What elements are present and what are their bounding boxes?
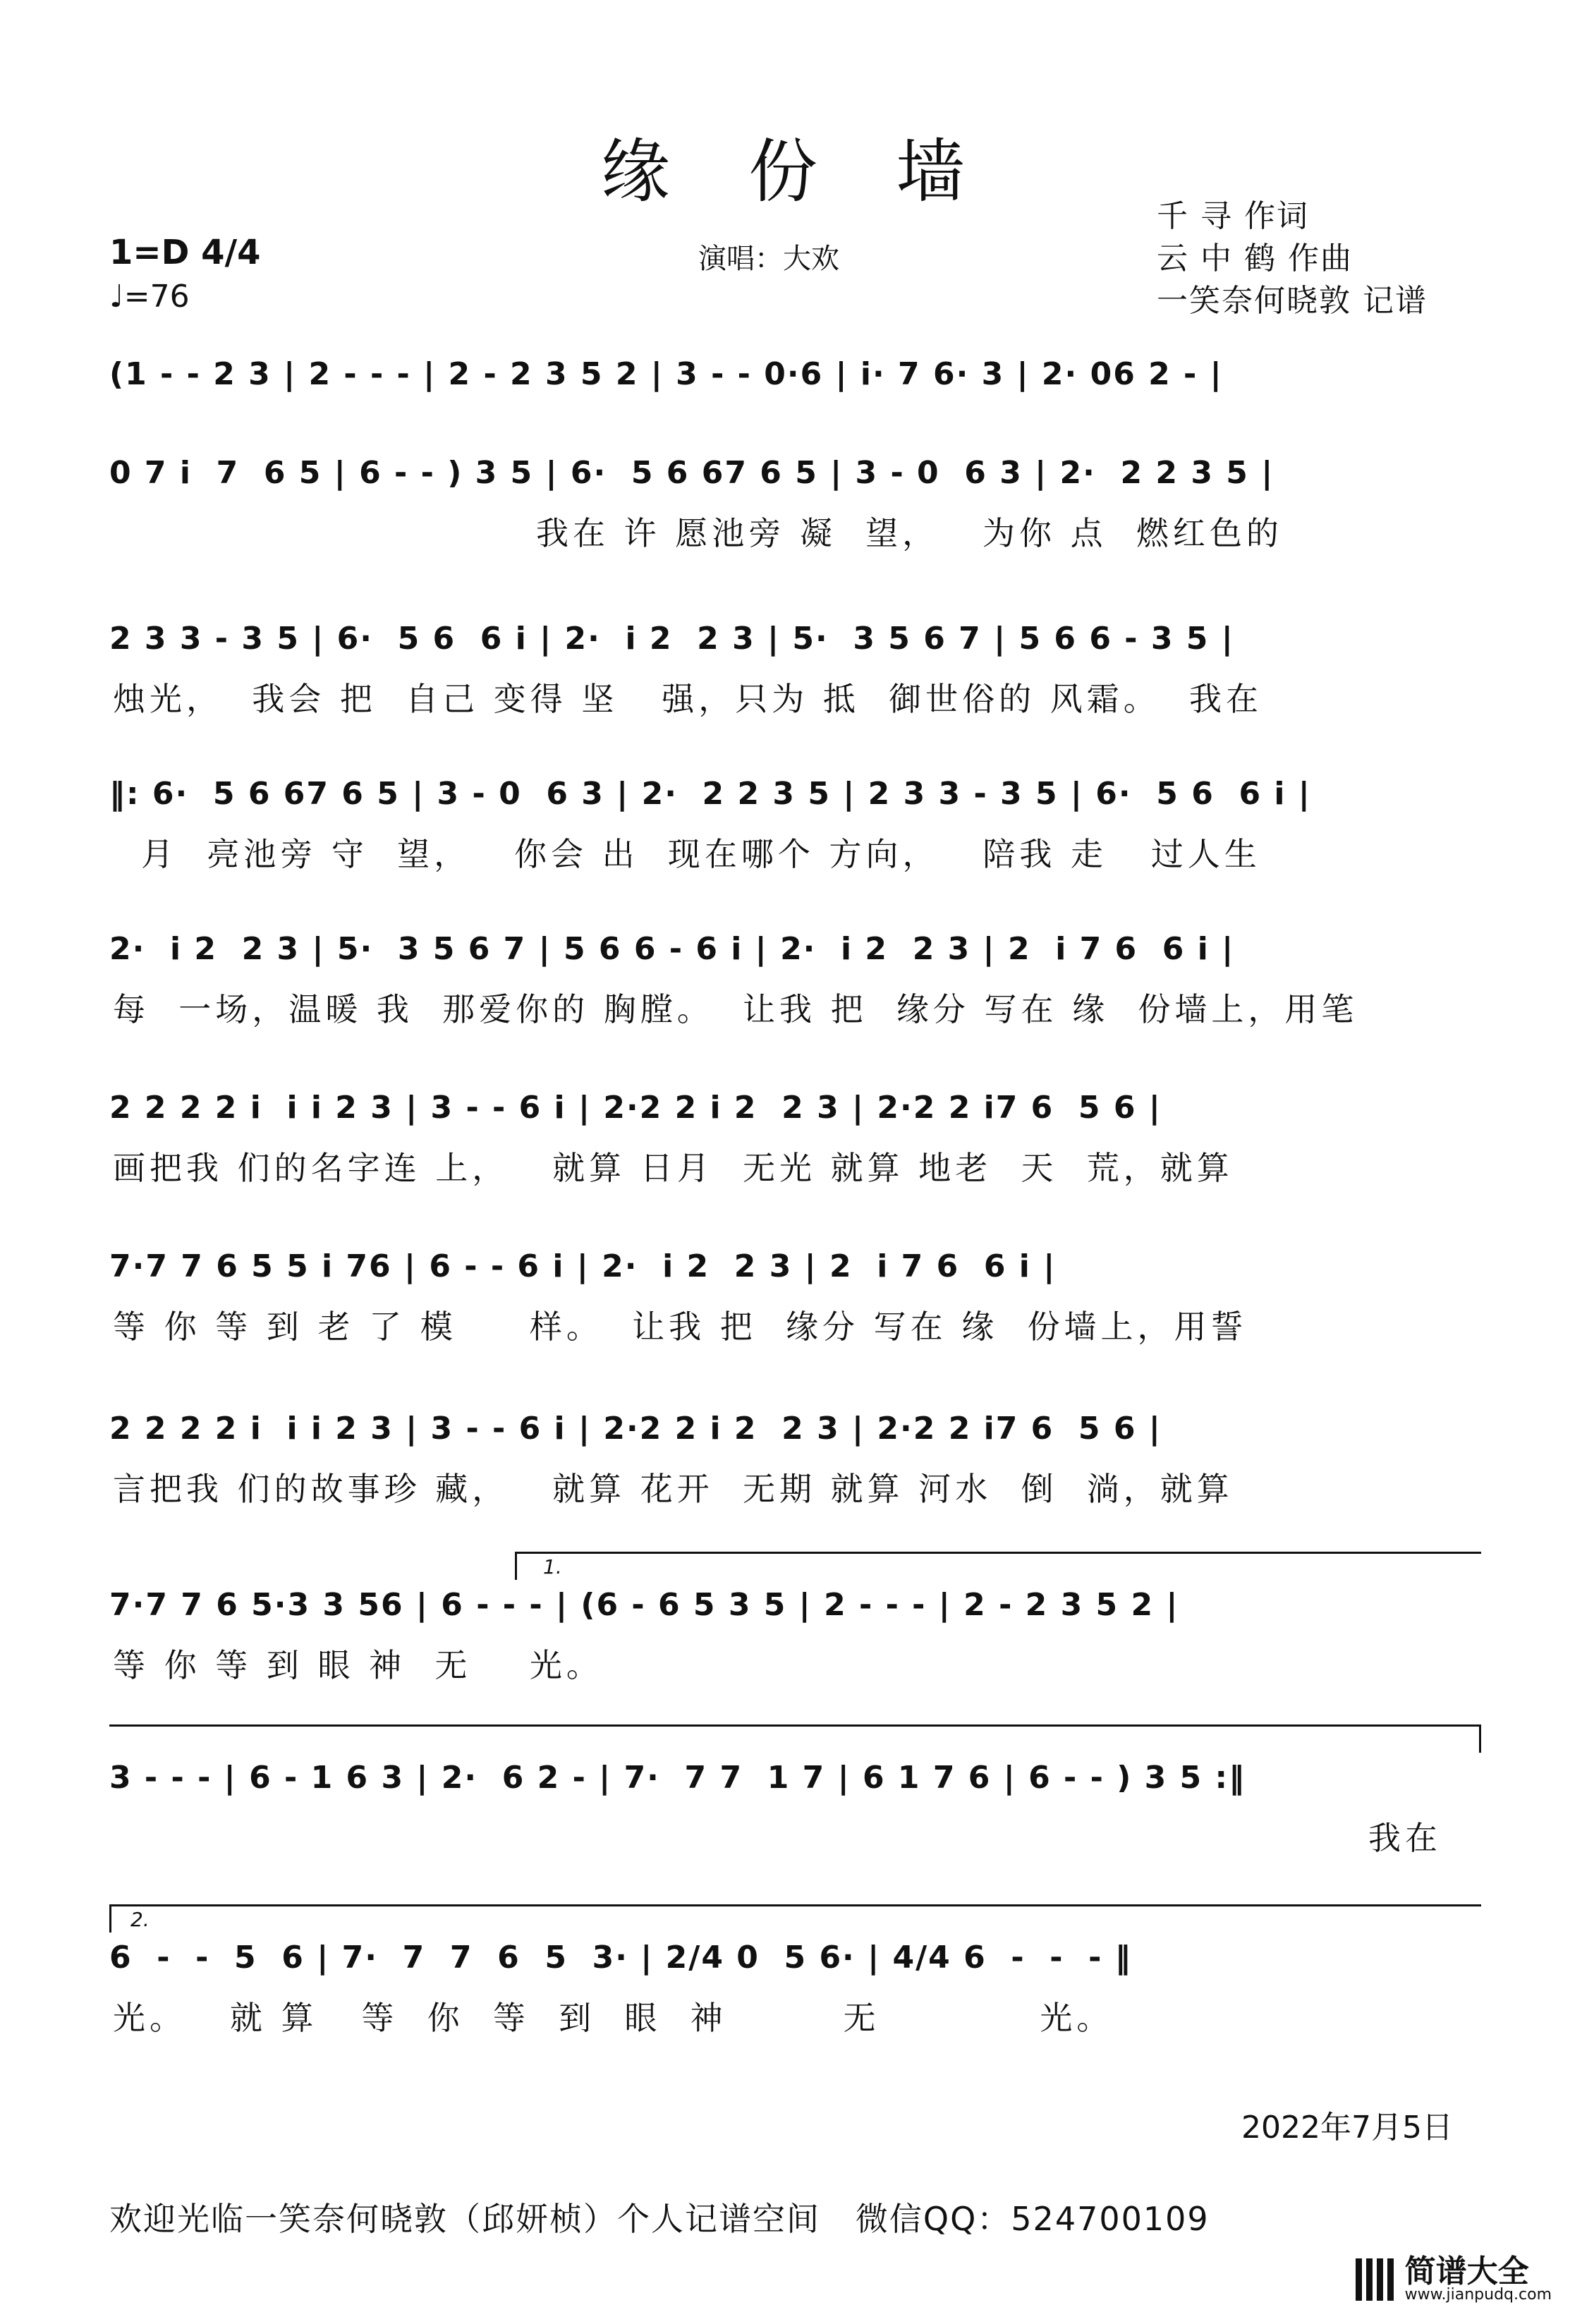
tempo-marking: ♩=76 bbox=[109, 279, 190, 315]
lyricist-credit: 千 寻 作词 bbox=[1157, 198, 1309, 234]
score-row-7-lyrics: 等 你 等 到 老 了 模 样。 让我 把 缘分 写在 缘 份墙上，用誓 bbox=[113, 1308, 1248, 1346]
key-signature: 1=D 4/4 bbox=[109, 233, 261, 272]
score-row-7-notes: 7·7 7 6 5 5 i 76 | 6 - - 6 i | 2· i 2 2 3 | 2 i 7 6 6 i | bbox=[109, 1248, 1057, 1284]
logo-bars-icon bbox=[1356, 2258, 1398, 2301]
score-row-5-notes: 2· i 2 2 3 | 5· 3 5 6 7 | 5 6 6 - 6 i | 2· i 2 2 3 | 2 i 7 6 6 i | bbox=[109, 931, 1235, 967]
page-title: 缘 份 墙 bbox=[600, 132, 994, 212]
score-row-3-notes: 2 3 3 - 3 5 | 6· 5 6 6 i | 2· i 2 2 3 | 5· 3 5 6 7 | 5 6 6 - 3 5 | bbox=[109, 621, 1234, 657]
score-row-4-lyrics: 月 亮池旁 守 望， 你会 出 现在哪个 方向， 陪我 走 过人生 bbox=[141, 835, 1261, 873]
footer-text: 欢迎光临一笑奈何晓敦（邱妍桢）个人记谱空间 微信QQ：524700109 bbox=[109, 2200, 1210, 2238]
score-row-8-notes: 2 2 2 2 i i i 2 3 | 3 - - 6 i | 2·2 2 i 2 2 3 | 2·2 2 i7 6 5 6 | bbox=[109, 1411, 1162, 1447]
score-row-10-notes: 3 - - - | 6 - 1 6 3 | 2· 6 2 - | 7· 7 7 1 7 | 6 1 7 6 | 6 - - ) 3 5 :‖ bbox=[109, 1760, 1246, 1796]
score-row-11-notes: 6 - - 5 6 | 7· 7 7 6 5 3· | 2/4 0 5 6· | 4/4 6 - - - ‖ bbox=[109, 1940, 1132, 1976]
score-row-9-lyrics: 等 你 等 到 眼 神 无 光。 bbox=[113, 1646, 603, 1684]
score-row-5-lyrics: 每 一场，温暖 我 那爱你的 胸膛。 让我 把 缘分 写在 缘 份墙上，用笔 bbox=[113, 990, 1358, 1028]
score-row-8-lyrics: 言把我 们的故事珍 藏， 就算 花开 无期 就算 河水 倒 淌，就算 bbox=[113, 1470, 1234, 1508]
singer-credit: 演唱：大欢 bbox=[698, 243, 839, 275]
first-ending-continuation bbox=[109, 1724, 1481, 1727]
logo-url: www.jianpudq.com bbox=[1404, 2286, 1552, 2304]
score-row-4-notes: ‖: 6· 5 6 67 6 5 | 3 - 0 6 3 | 2· 2 2 3 5 | 2 3 3 - 3 5 | 6· 5 6 6 i | bbox=[109, 776, 1311, 812]
score-row-3-lyrics: 烛光， 我会 把 自己 变得 坚 强，只为 抵 御世俗的 风霜。 我在 bbox=[113, 680, 1263, 718]
site-logo[interactable] bbox=[1356, 2253, 1552, 2304]
second-ending-label: 2. bbox=[130, 1908, 150, 1931]
score-row-10-lyrics: 我在 bbox=[1368, 1819, 1442, 1857]
first-ending-bracket bbox=[515, 1552, 1481, 1554]
transcriber-credit: 一笑奈何晓敦 记谱 bbox=[1157, 283, 1428, 319]
second-ending-tick bbox=[109, 1904, 111, 1933]
composer-credit: 云 中 鹤 作曲 bbox=[1157, 241, 1353, 276]
transcription-date: 2022年7月5日 bbox=[1241, 2110, 1453, 2146]
first-ending-end-tick bbox=[1479, 1724, 1481, 1753]
score-row-2-lyrics: 我在 许 愿池旁 凝 望， 为你 点 燃红色的 bbox=[536, 514, 1283, 552]
score-row-1-notes: (1 - - 2 3 | 2 - - - | 2 - 2 3 5 2 | 3 - - 0·6 | i· 7 6· 3 | 2· 06 2 - | bbox=[109, 356, 1223, 392]
first-ending-tick bbox=[515, 1552, 517, 1580]
score-row-2-notes: 0 7 i 7 6 5 | 6 - - ) 3 5 | 6· 5 6 67 6 5 | 3 - 0 6 3 | 2· 2 2 3 5 | bbox=[109, 455, 1274, 491]
logo-name: 简谱大全 bbox=[1404, 2253, 1529, 2289]
score-row-9-notes: 7·7 7 6 5·3 3 56 | 6 - - - | (6 - 6 5 3 5 | 2 - - - | 2 - 2 3 5 2 | bbox=[109, 1587, 1179, 1623]
score-row-6-notes: 2 2 2 2 i i i 2 3 | 3 - - 6 i | 2·2 2 i 2 2 3 | 2·2 2 i7 6 5 6 | bbox=[109, 1090, 1162, 1126]
score-row-11-lyrics: 光。 就 算 等 你 等 到 眼 神 无 光。 bbox=[113, 1999, 1114, 2037]
second-ending-bracket bbox=[109, 1904, 1481, 1906]
first-ending-label: 1. bbox=[543, 1555, 562, 1578]
score-row-6-lyrics: 画把我 们的名字连 上， 就算 日月 无光 就算 地老 天 荒，就算 bbox=[113, 1149, 1234, 1187]
